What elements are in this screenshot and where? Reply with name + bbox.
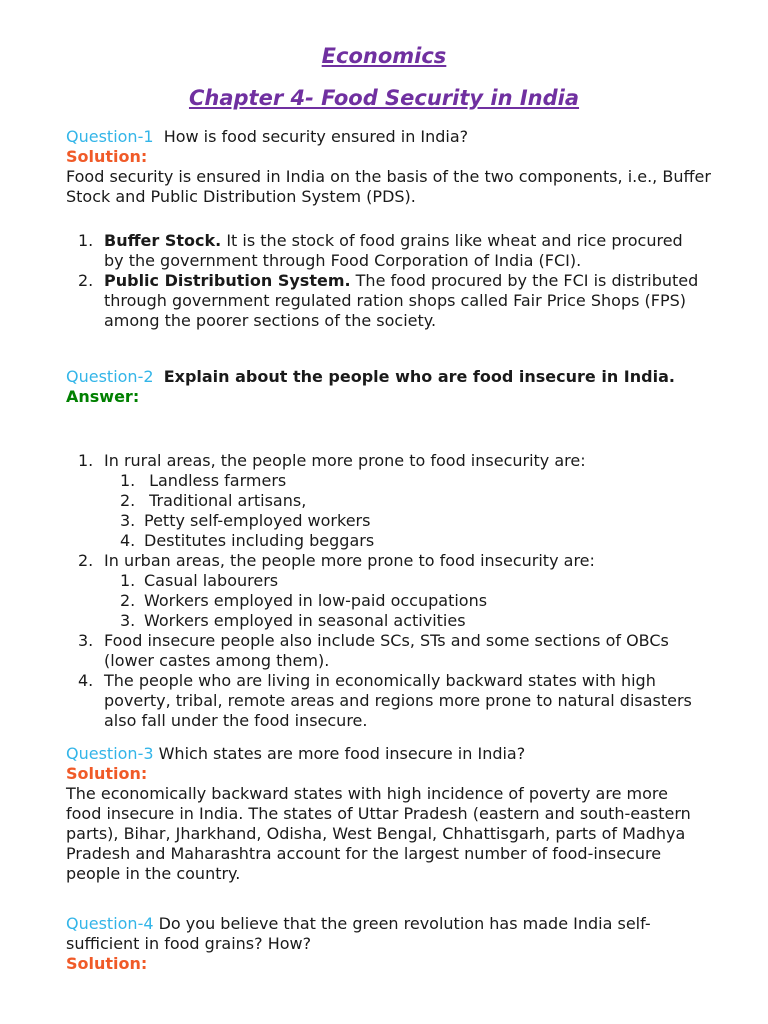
list-number: 1. — [120, 471, 136, 490]
chapter-title: Chapter 4- Food Security in India — [188, 86, 580, 110]
list-number: 2. — [120, 491, 136, 510]
question-1-block — [66, 127, 726, 207]
list-number: 3. — [120, 611, 136, 630]
list-number: 1. — [78, 231, 94, 250]
list-item-text: In rural areas, the people more prone to food insecurity are: — [104, 451, 586, 470]
sub-list — [104, 471, 706, 551]
list-item-term: Buffer Stock. — [104, 231, 222, 250]
list-item — [66, 551, 706, 631]
list-number: 2. — [120, 591, 136, 610]
list-item — [66, 671, 706, 731]
sub-list-item-text: Workers employed in seasonal activities — [144, 611, 466, 630]
list-number: 4. — [78, 671, 94, 690]
question-1-answer-list — [66, 231, 706, 331]
sub-list-item-text: Workers employed in low-paid occupations — [144, 591, 488, 610]
list-number: 1. — [120, 571, 136, 590]
sub-list-item-text: Traditional artisans, — [144, 491, 307, 510]
sub-list-item — [104, 571, 706, 591]
list-item — [66, 231, 706, 271]
list-item — [66, 631, 706, 671]
sub-list-item — [104, 591, 706, 611]
sub-list-item-text: Casual labourers — [144, 571, 279, 590]
question-3-label: Question-3 — [66, 744, 154, 763]
question-2-answer-list — [66, 451, 706, 731]
list-item-text: It is the stock of food grains like wheat and rice procured by the government through Food Corporation of India (FCI). — [104, 231, 683, 270]
question-4-label: Question-4 — [66, 914, 154, 933]
question-2-block — [66, 367, 686, 407]
question-2-answer-label: Answer: — [66, 387, 140, 406]
sub-list-item — [104, 531, 706, 551]
question-3-block — [66, 744, 696, 884]
question-1-text: How is food security ensured in India? — [163, 127, 469, 146]
question-2-label: Question-2 — [66, 367, 154, 386]
subject-title: Economics — [321, 44, 447, 68]
list-item-text: The people who are living in economically backward states with high poverty, tribal, remote areas and regions more prone to natural disasters also fall under the food insecure. — [104, 671, 692, 730]
question-1-solution-label: Solution: — [66, 147, 148, 166]
sub-list-item-text: Landless farmers — [144, 471, 287, 490]
sub-list-item-text: Destitutes including beggars — [144, 531, 375, 550]
list-number: 2. — [78, 551, 94, 570]
list-number: 3. — [78, 631, 94, 650]
question-4-text: Do you believe that the green revolution has made India self-sufficient in food grains? How? — [66, 914, 651, 953]
question-4-solution-label: Solution: — [66, 954, 148, 973]
question-3-answer: The economically backward states with high incidence of poverty are more food insecure in India. The states of Uttar Pradesh (eastern and south-eastern parts), Bihar, Jharkhand, Odisha, West Bengal, Chhattisgarh, parts of Madhya Pradesh and Maharashtra account for the largest number of food-insecure people in the country. — [66, 784, 691, 883]
list-number: 2. — [78, 271, 94, 290]
question-1-answer-intro: Food security is ensured in India on the basis of the two components, i.e., Buffer Stock and Public Distribution System (PDS). — [66, 167, 711, 206]
list-item — [66, 451, 706, 551]
list-number: 4. — [120, 531, 136, 550]
list-item — [66, 271, 706, 331]
sub-list — [104, 571, 706, 631]
sub-list-item — [104, 491, 706, 511]
sub-list-item — [104, 511, 706, 531]
question-4-block — [66, 914, 666, 974]
question-3-text: Which states are more food insecure in India? — [158, 744, 526, 763]
list-item-text: The food procured by the FCI is distributed through government regulated ration shops called Fair Price Shops (FPS) among the poorer sections of the society. — [104, 271, 699, 330]
question-1-label: Question-1 — [66, 127, 154, 146]
sub-list-item — [104, 471, 706, 491]
question-3-solution-label: Solution: — [66, 764, 148, 783]
list-item-text: Food insecure people also include SCs, STs and some sections of OBCs (lower castes among them). — [104, 631, 669, 670]
list-item-text: In urban areas, the people more prone to food insecurity are: — [104, 551, 595, 570]
sub-list-item — [104, 611, 706, 631]
question-2-text: Explain about the people who are food insecure in India. — [163, 367, 675, 386]
sub-list-item-text: Petty self-employed workers — [144, 511, 371, 530]
list-number: 3. — [120, 511, 136, 530]
list-number: 1. — [78, 451, 94, 470]
list-item-term: Public Distribution System. — [104, 271, 351, 290]
